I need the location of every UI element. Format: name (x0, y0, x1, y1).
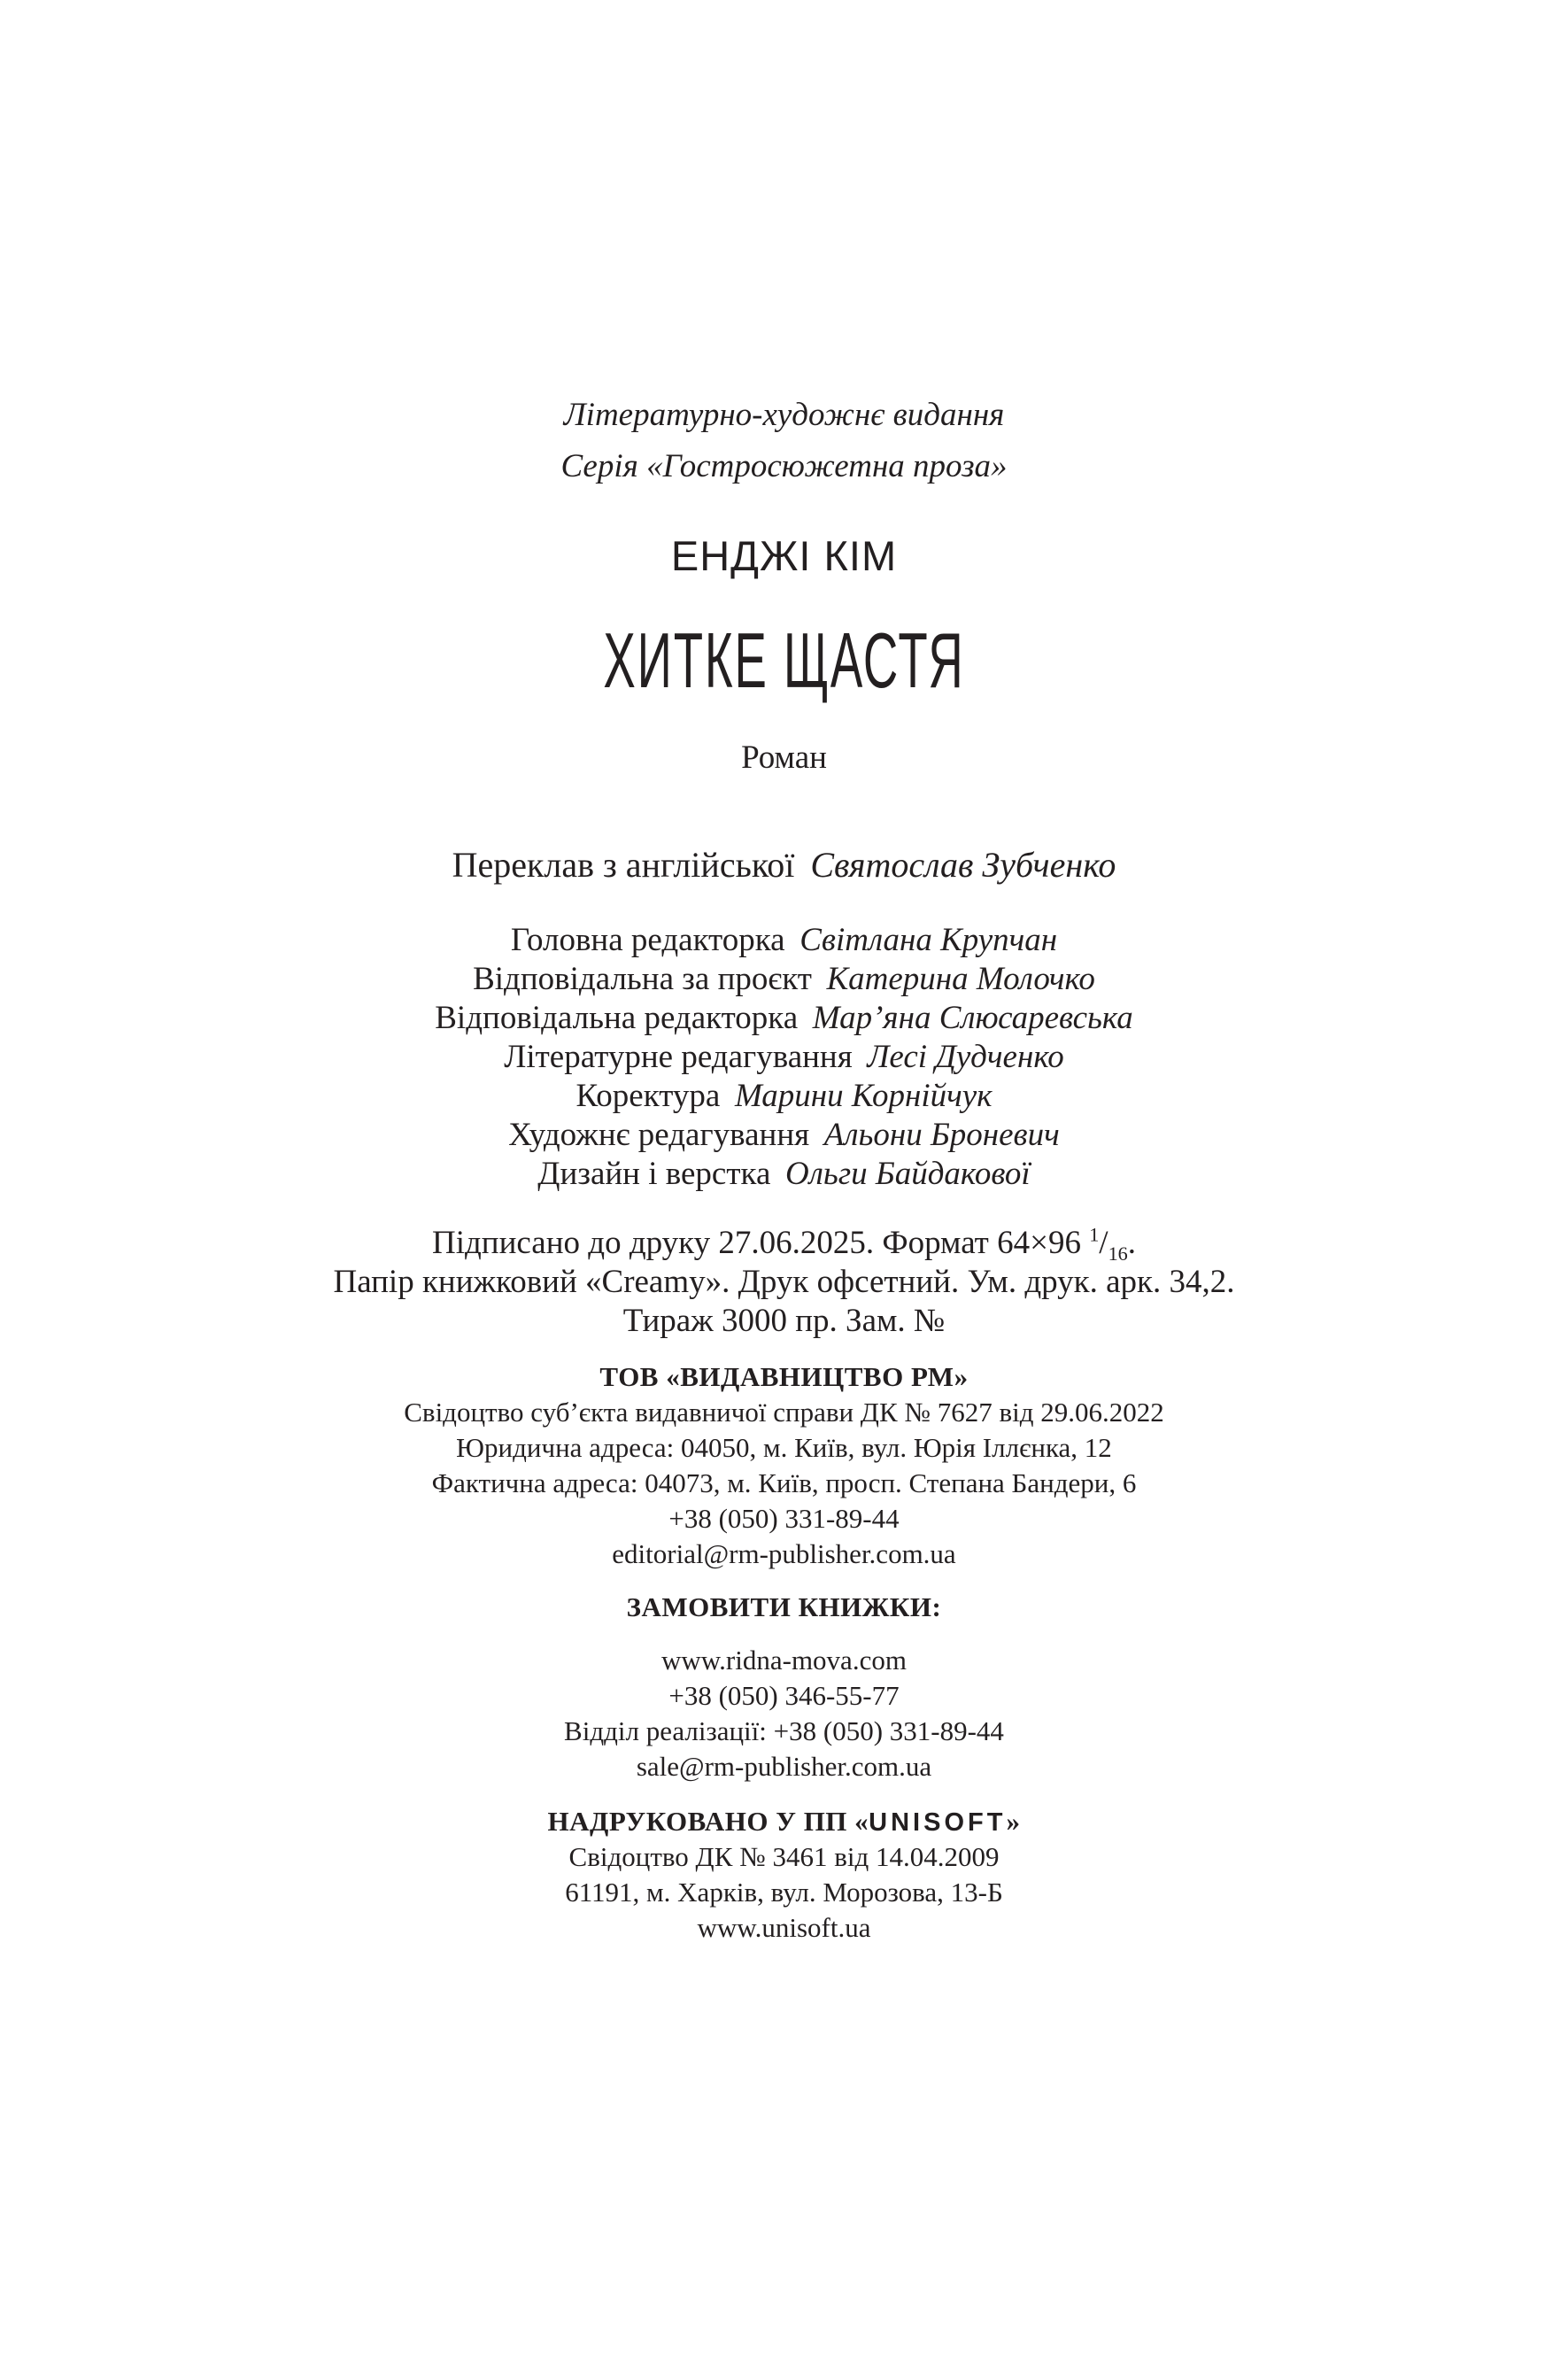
book-title: ХИТКЕ ЩАСТЯ (603, 616, 965, 704)
credit-person: Мар’яна Слюсаревська (812, 1000, 1133, 1036)
credit-person: Альони Броневич (823, 1117, 1060, 1153)
print-run: Тираж 3000 пр. Зам. № (622, 1303, 946, 1339)
credit-role: Відповідальна редакторка (435, 1000, 799, 1036)
credit-role: Дизайн і верстка (537, 1156, 771, 1192)
translator-label: Переклав з англійської (452, 845, 795, 885)
orders-email: sale@rm-publisher.com.ua (636, 1751, 932, 1782)
edition-type: Літературно-художнє видання (563, 397, 1005, 433)
credit-line (0, 1155, 1568, 1193)
genre-label: Роман (741, 739, 827, 776)
printer-brand: UNISOFT (869, 1808, 1007, 1837)
credit-role: Коректура (575, 1078, 721, 1114)
credit-role: Відповідальна за проєкт (473, 961, 812, 997)
printer-heading (0, 1806, 1568, 1838)
orders-website: www.ridna-mova.com (661, 1645, 907, 1676)
print-signed-line (0, 1223, 1568, 1265)
printer-heading-suffix: » (1006, 1806, 1021, 1837)
credit-person: Світлана Крупчан (799, 922, 1058, 958)
credit-line (0, 1116, 1568, 1154)
author-name: ЕНДЖІ КІМ (670, 532, 898, 579)
orders-phone: +38 (050) 346-55-77 (668, 1680, 900, 1711)
credit-person: Катерина Молочко (826, 961, 1095, 997)
credit-person: Лесі Дудченко (867, 1039, 1064, 1075)
publisher-legal-address: Юридична адреса: 04050, м. Київ, вул. Юрія Іллєнка, 12 (456, 1432, 1112, 1463)
publisher-name: ТОВ «ВИДАВНИЦТВО РМ» (599, 1361, 969, 1392)
format-numerator: 1 (1089, 1223, 1100, 1246)
orders-heading: ЗАМОВИТИ КНИЖКИ: (626, 1591, 942, 1622)
format-slash: / (1099, 1225, 1108, 1261)
credit-line (0, 960, 1568, 998)
printer-address: 61191, м. Харків, вул. Морозова, 13-Б (565, 1877, 1003, 1908)
translator-line (0, 844, 1568, 886)
format-fraction (1089, 1223, 1137, 1265)
printer-website: www.unisoft.ua (697, 1912, 871, 1943)
orders-sales-dept: Відділ реалізації: +38 (050) 331-89-44 (564, 1715, 1004, 1746)
printer-certificate: Свідоцтво ДК № 3461 від 14.04.2009 (568, 1841, 1000, 1872)
credit-person: Ольги Байдакової (785, 1156, 1031, 1192)
publisher-certificate: Свідоцтво суб’єкта видавничої справи ДК № 7627 від 29.06.2022 (404, 1397, 1164, 1428)
format-period: . (1127, 1225, 1137, 1261)
publisher-actual-address: Фактична адреса: 04073, м. Київ, просп. Степана Бандери, 6 (431, 1467, 1137, 1498)
credit-role: Літературне редагування (504, 1039, 853, 1075)
credit-person: Марини Корнійчук (734, 1078, 993, 1114)
translator-name: Святослав Зубченко (810, 845, 1116, 885)
format-denominator: 16 (1108, 1242, 1128, 1265)
printer-heading-prefix: НАДРУКОВАНО У ПП « (547, 1806, 869, 1837)
credit-role: Художнє редагування (508, 1117, 810, 1153)
print-signed-text: Підписано до друку 27.06.2025. Формат 64×96 (431, 1225, 1081, 1261)
credit-line (0, 999, 1568, 1037)
publisher-phone: +38 (050) 331-89-44 (668, 1503, 900, 1534)
publisher-email: editorial@rm-publisher.com.ua (612, 1538, 956, 1569)
credit-line (0, 1038, 1568, 1076)
paper-info: Папір книжковий «Creamy». Друк офсетний. Ум. друк. арк. 34,2. (333, 1264, 1235, 1300)
credit-line (0, 921, 1568, 959)
credit-role: Головна редакторка (510, 922, 785, 958)
series-name: Серія «Гостросюжетна проза» (560, 448, 1008, 484)
credit-line (0, 1077, 1568, 1115)
